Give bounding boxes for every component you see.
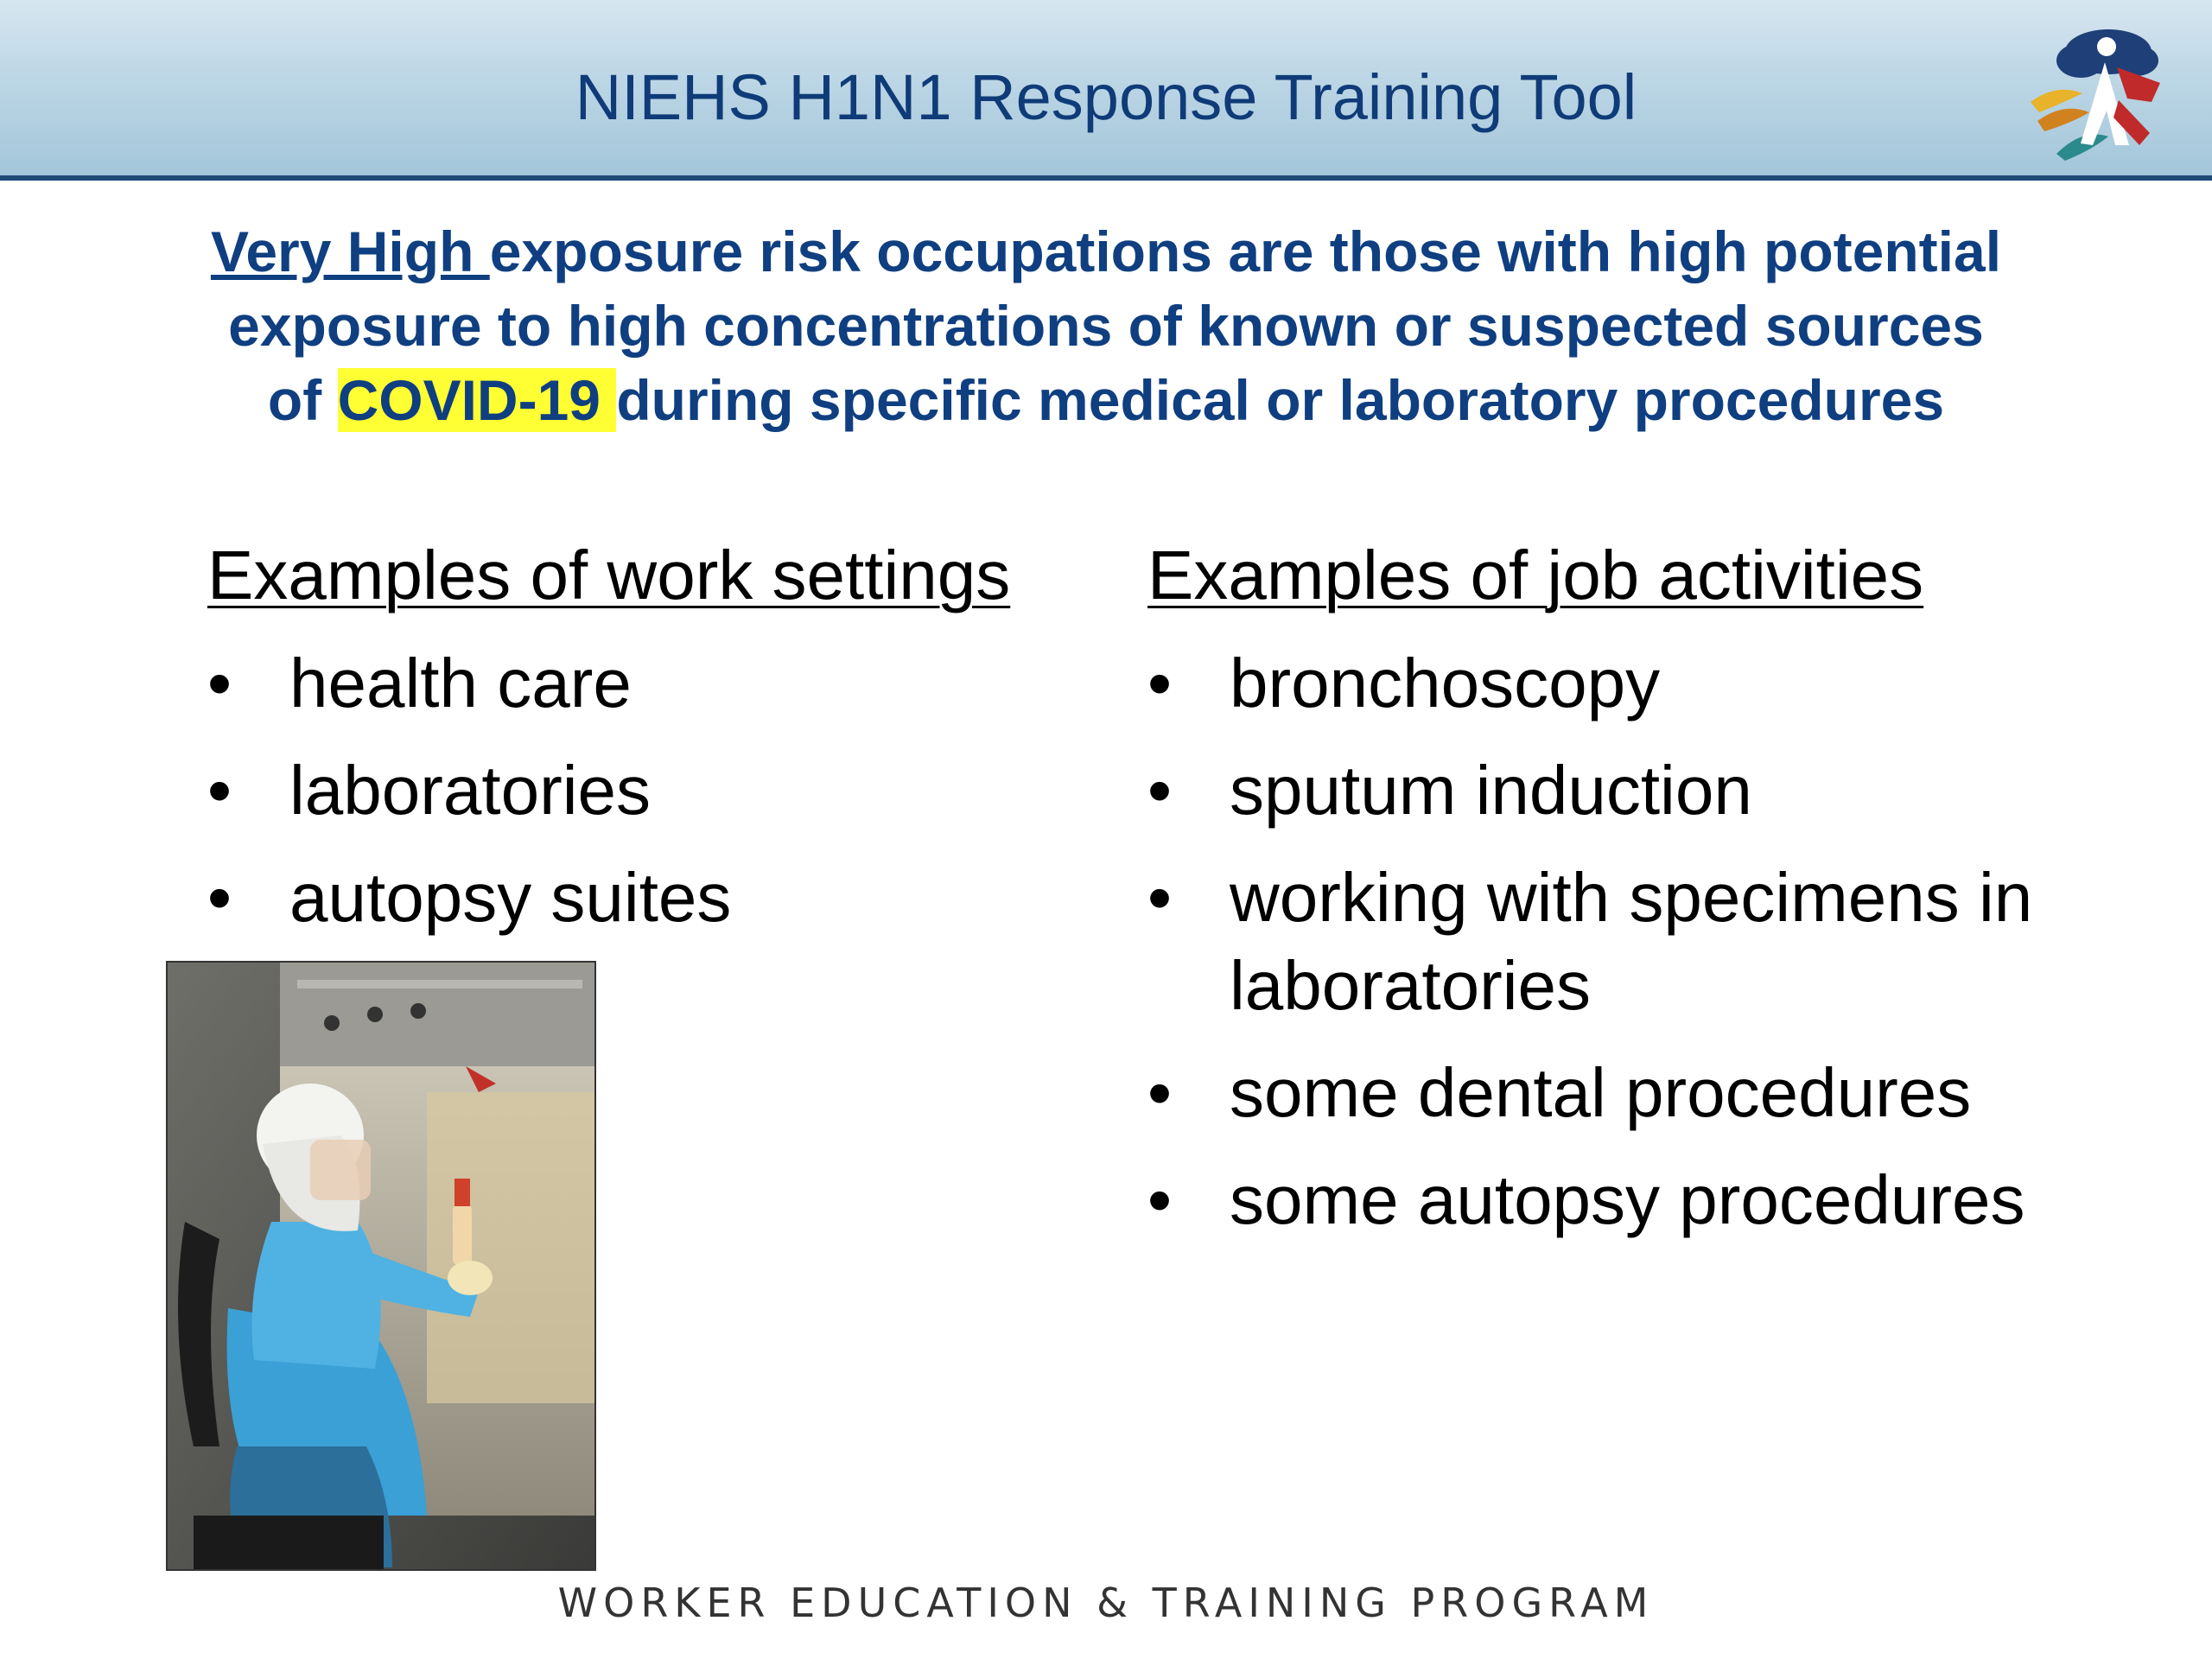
intro-text-2: during specific medical or laboratory procedures — [616, 368, 1945, 432]
work-settings-heading: Examples of work settings — [207, 537, 1011, 613]
list-item: • bronchoscopy — [1147, 645, 1661, 721]
list-item: • laboratories — [207, 752, 652, 829]
job-activities-heading: Examples of job activities — [1147, 537, 1924, 613]
list-item: • sputum induction — [1147, 752, 1752, 829]
list-item: • autopsy suites — [207, 859, 732, 936]
highlighted-term: COVID-19 — [337, 368, 617, 432]
footer-program-name: WORKER EDUCATION & TRAINING PROGRAM — [557, 1580, 1655, 1626]
list-item: • some dental procedures — [1147, 1054, 1972, 1131]
list-item: • health care — [207, 645, 632, 721]
page-title: NIEHS H1N1 Response Training Tool — [575, 61, 1637, 133]
list-item: • some autopsy procedures — [1147, 1161, 2025, 1238]
list-item: • working with specimens in laboratories — [1147, 859, 2033, 1024]
lab-worker-photo — [166, 961, 596, 1571]
job-activities-list — [1147, 639, 2063, 1263]
intro-text-1: exposure risk occupations are those with high potential exposure to high concentrations of known or suspected sources of — [228, 219, 2002, 432]
risk-level-label: Very High — [210, 219, 490, 283]
intro-paragraph — [199, 214, 2013, 437]
worker-logo-icon — [2022, 16, 2177, 171]
work-settings-list — [207, 639, 1037, 961]
header-divider — [0, 175, 2212, 181]
